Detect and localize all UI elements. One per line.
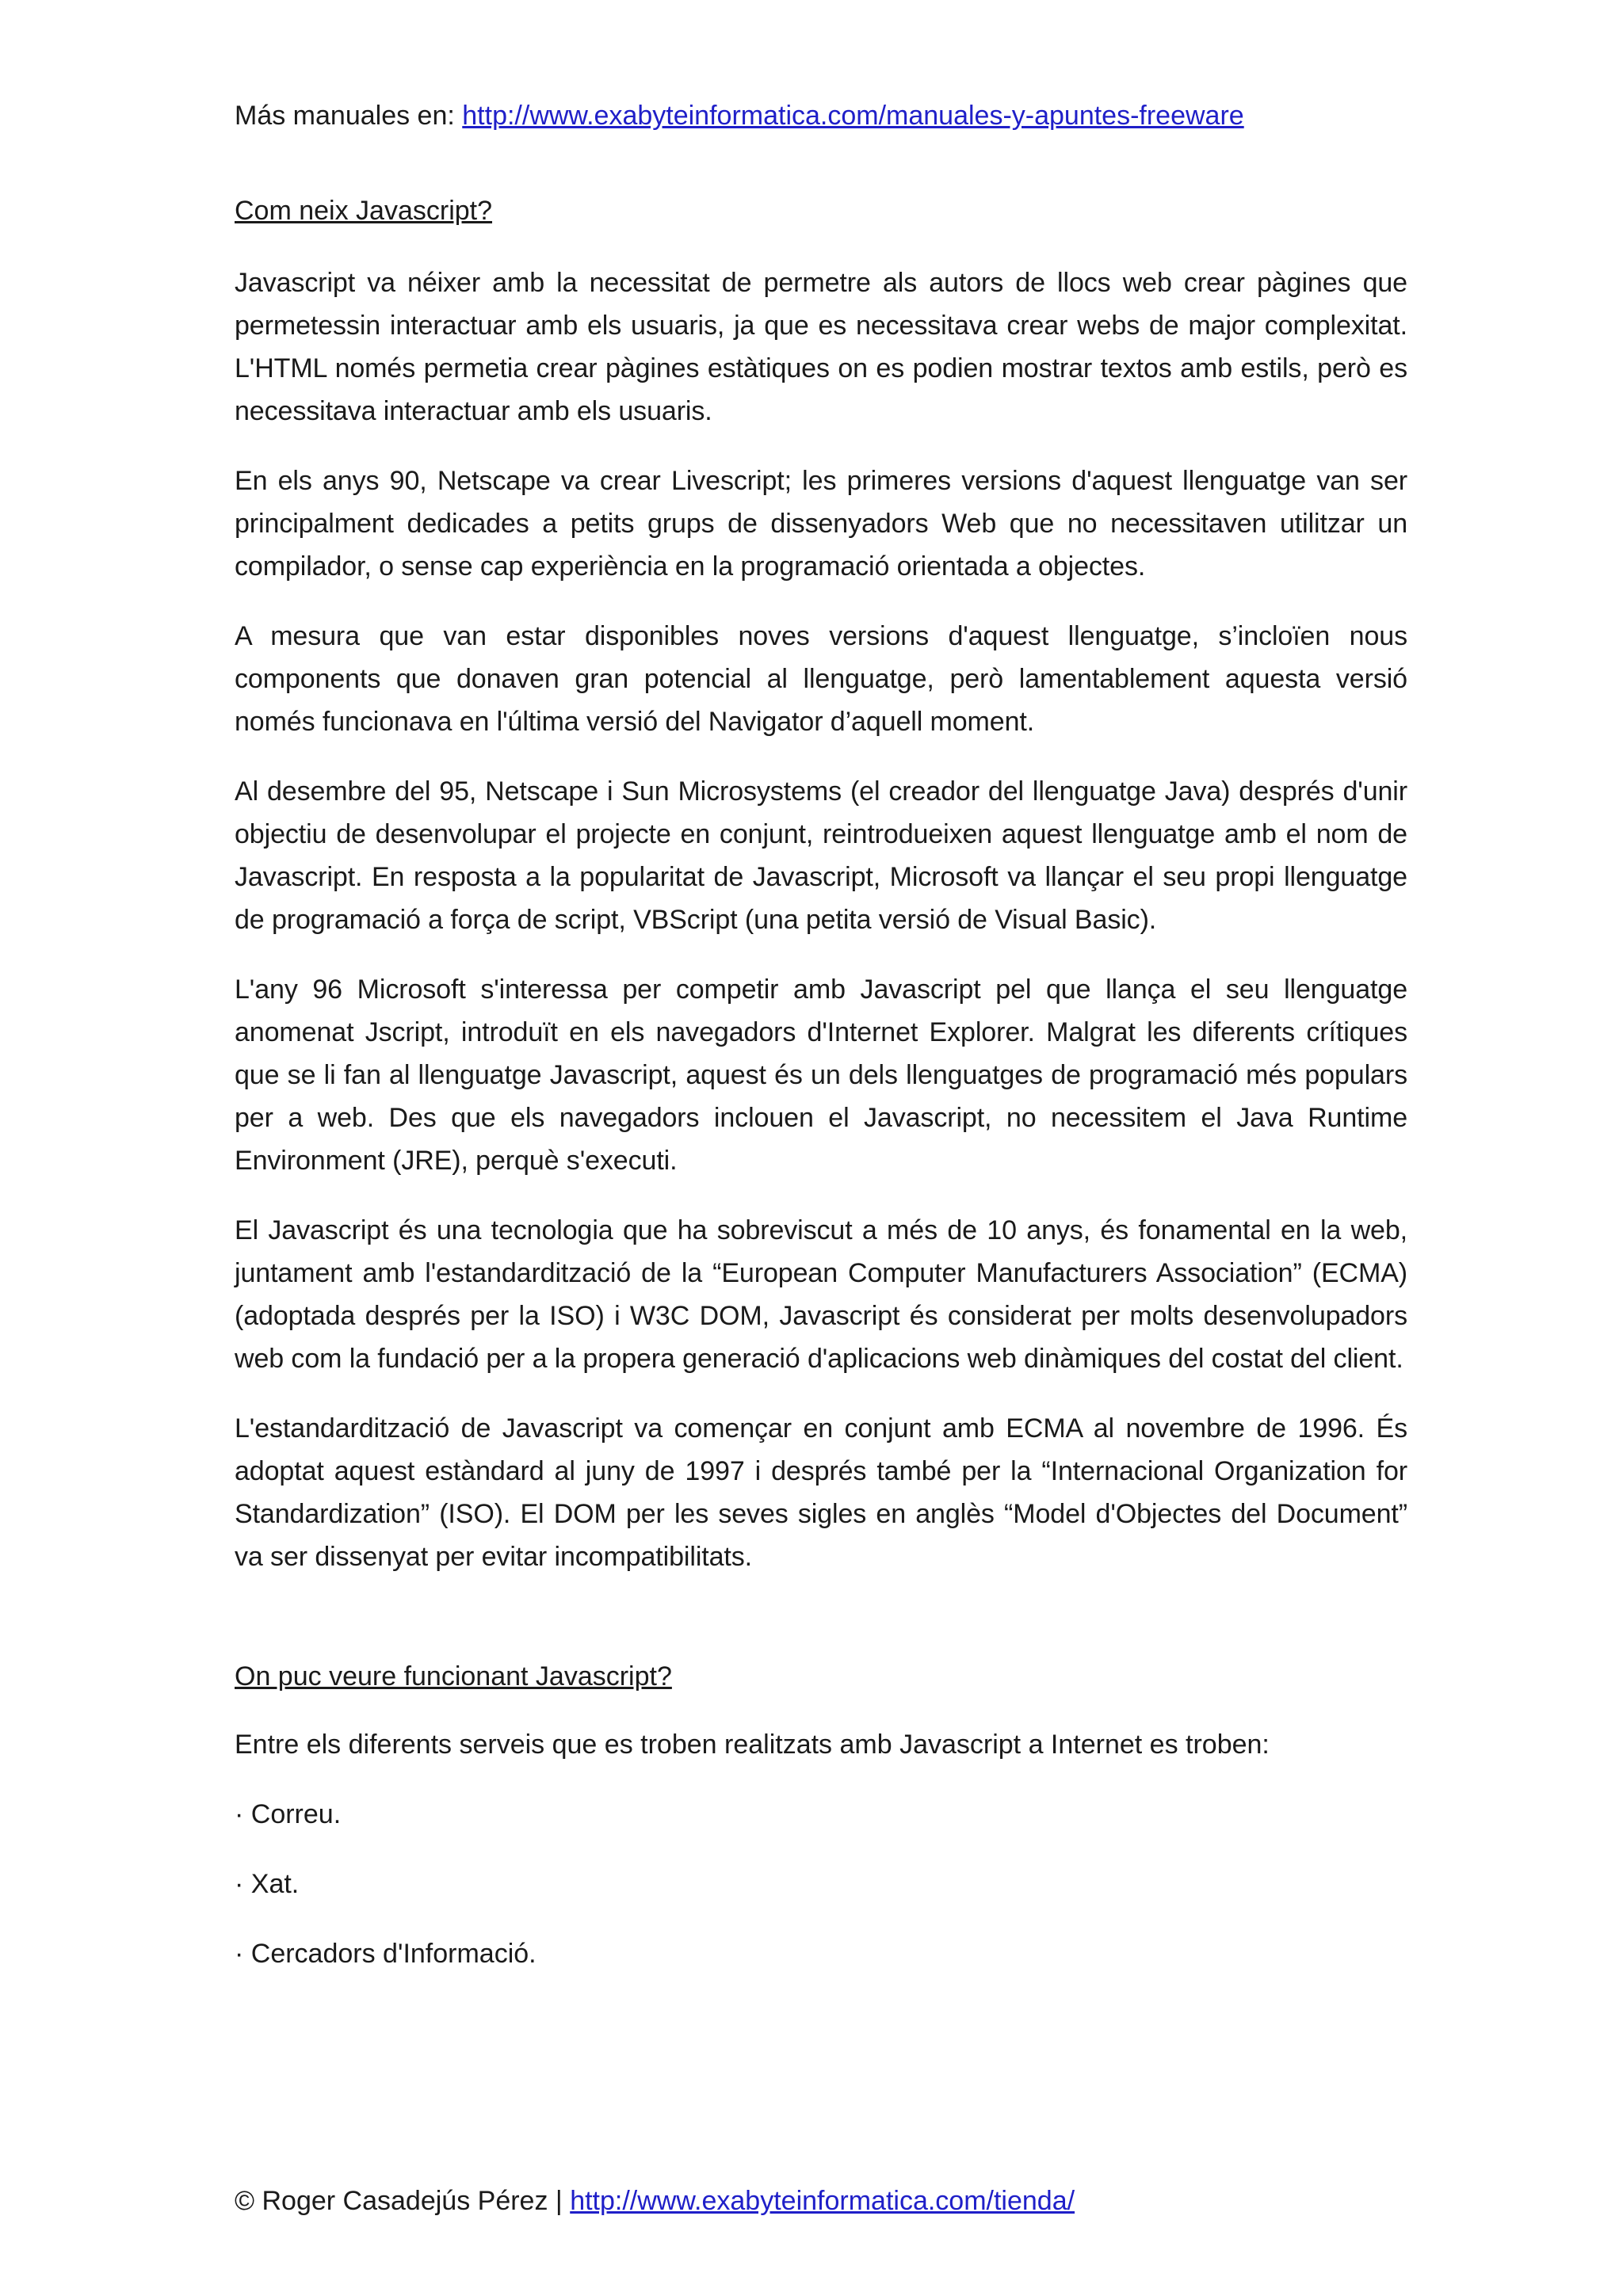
paragraph: L'any 96 Microsoft s'interessa per competir amb Javascript pel que llança el seu llenguatge anomenat Jscript, introduït en els navegadors d'Internet Explorer. Malgrat les diferents crítiques que se li fan al llenguatge Javascript, aquest és un dels llenguatges de programació més populars per a web. Des que els navegadors inclouen el Javascript, no necessitem el Java Runtime Environment (JRE), perquè s'executi. [235,974,1407,1176]
page-footer [235,2183,1075,2218]
list-item: · Xat. [235,1869,300,1899]
page-header [235,98,1244,133]
list-intro: Entre els diferents serveis que es troben realitzats amb Javascript a Internet es troben: [235,1730,1270,1760]
section-spacer [235,1578,1407,1659]
paragraph: L'estandardització de Javascript va començar en conjunt amb ECMA al novembre de 1996. És adoptat aquest estàndard al juny de 1997 i després també per la “Internacional Organization for Standardization” (ISO). El DOM per les seves sigles en anglès “Model d'Objectes del Document” va ser dissenyat per evitar incompatibilitats. [235,1413,1407,1572]
document-body [235,193,1407,2006]
paragraph: Al desembre del 95, Netscape i Sun Microsystems (el creador del llenguatge Java) després d'unir objectiu de desenvolupar el projecte en conjunt, reintrodueixen aquest llenguatge amb el nom de Javascript. En resposta a la popularitat de Javascript, Microsoft va llançar el seu propi llenguatge de programació a força de script, VBScript (una petita versió de Visual Basic). [235,776,1407,935]
section-heading-usage: On puc veure funcionant Javascript? [235,1661,672,1691]
section-heading-origin: Com neix Javascript? [235,196,493,226]
header-prefix: Más manuales en: [235,101,463,131]
footer-prefix: © Roger Casadejús Pérez | [235,2186,571,2216]
footer-link[interactable]: http://www.exabyteinformatica.com/tienda/ [570,2186,1075,2216]
paragraph: En els anys 90, Netscape va crear Livescript; les primeres versions d'aquest llenguatge van ser principalment dedicades a petits grups de dissenyadors Web que no necessitaven utilitzar un compilador, o sense cap experiència en la programació orientada a objectes. [235,466,1407,582]
paragraph: Javascript va néixer amb la necessitat de permetre als autors de llocs web crear pàgines que permetessin interactuar amb els usuaris, ja que es necessitava crear webs de major complexitat. L'HTML només permetia crear pàgines estàtiques on es podien mostrar textos amb estils, però es necessitava interactuar amb els usuaris. [235,268,1407,426]
paragraph: El Javascript és una tecnologia que ha sobreviscut a més de 10 anys, és fonamental en la web, juntament amb l'estandardització de la “European Computer Manufacturers Association” (ECMA) (adoptada després per la ISO) i W3C DOM, Javascript és considerat per molts desenvolupadors web com la fundació per a la propera generació d'aplicacions web dinàmiques del costat del client. [235,1215,1407,1374]
list-item: · Correu. [235,1799,342,1829]
header-link[interactable]: http://www.exabyteinformatica.com/manuales-y-apuntes-freeware [462,101,1244,131]
list-item: · Cercadors d'Informació. [235,1939,537,1969]
paragraph: A mesura que van estar disponibles noves versions d'aquest llenguatge, s’incloïen nous components que donaven gran potencial al llenguatge, però lamentablement aquesta versió només funcionava en l'última versió del Navigator d’aquell moment. [235,621,1407,737]
